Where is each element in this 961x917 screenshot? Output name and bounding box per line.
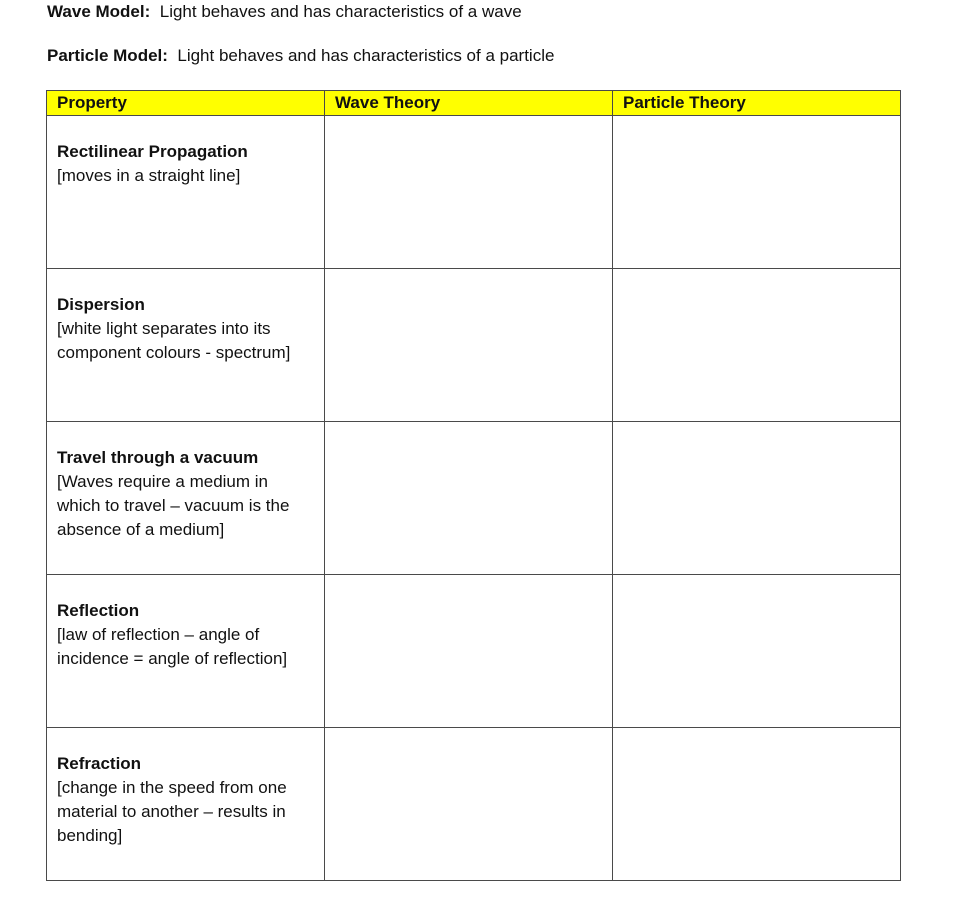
particle-model-text: Light behaves and has characteristics of a particle (177, 46, 555, 65)
particle-theory-cell[interactable] (613, 269, 901, 422)
property-title: Reflection (57, 601, 140, 620)
wave-model-line (47, 2, 522, 22)
table-row (47, 575, 901, 728)
header-property: Property (47, 91, 325, 116)
comparison-table (46, 90, 901, 881)
particle-theory-cell[interactable] (613, 116, 901, 269)
particle-model-line (47, 46, 554, 66)
property-cell (47, 728, 325, 881)
property-description: [law of reflection – angle of incidence = angle of reflection] (57, 625, 288, 668)
wave-model-label: Wave Model: (47, 2, 151, 21)
property-description: [Waves require a medium in which to travel – vacuum is the absence of a medium] (57, 472, 290, 539)
table-row (47, 728, 901, 881)
property-description: [white light separates into its component colours - spectrum] (57, 319, 291, 362)
wave-theory-cell[interactable] (325, 422, 613, 575)
wave-theory-cell[interactable] (325, 575, 613, 728)
particle-theory-cell[interactable] (613, 575, 901, 728)
property-description: [moves in a straight line] (57, 166, 241, 185)
wave-theory-cell[interactable] (325, 116, 613, 269)
particle-theory-cell[interactable] (613, 422, 901, 575)
property-description: [change in the speed from one material to another – results in bending] (57, 778, 287, 845)
property-cell (47, 575, 325, 728)
wave-theory-cell[interactable] (325, 728, 613, 881)
header-particle-theory: Particle Theory (613, 91, 901, 116)
property-title: Rectilinear Propagation (57, 142, 248, 161)
header-wave-theory: Wave Theory (325, 91, 613, 116)
property-title: Refraction (57, 754, 142, 773)
table-row (47, 116, 901, 269)
table-row (47, 422, 901, 575)
table-row (47, 269, 901, 422)
particle-model-label: Particle Model: (47, 46, 168, 65)
header-row (47, 91, 901, 116)
property-cell (47, 422, 325, 575)
property-title: Dispersion (57, 295, 145, 314)
property-cell (47, 116, 325, 269)
wave-model-text: Light behaves and has characteristics of a wave (159, 2, 522, 21)
wave-theory-cell[interactable] (325, 269, 613, 422)
particle-theory-cell[interactable] (613, 728, 901, 881)
property-title: Travel through a vacuum (57, 448, 259, 467)
property-cell (47, 269, 325, 422)
